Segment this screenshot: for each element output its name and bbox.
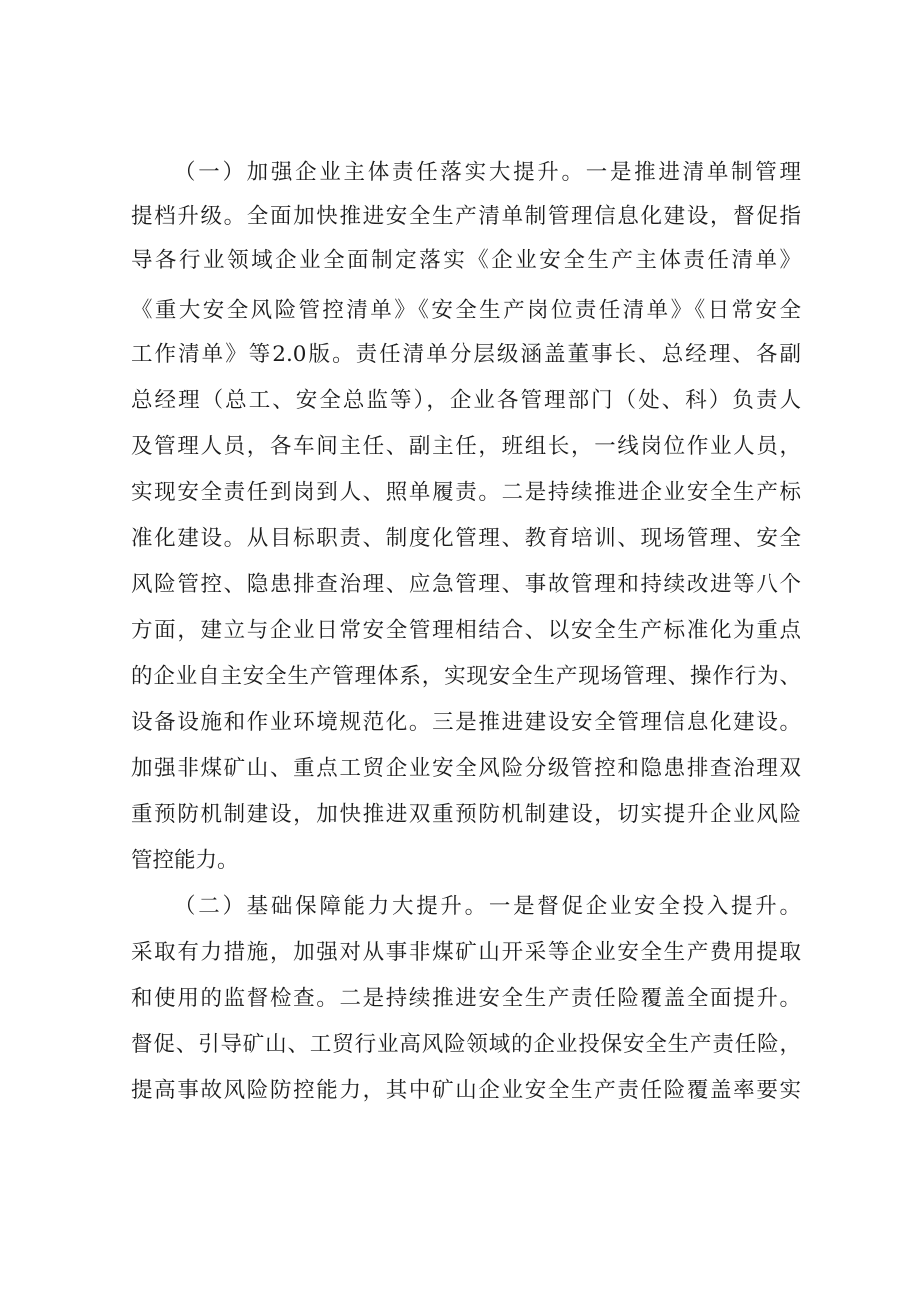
paragraph-line: 总经理（总工、安全总监等），企业各管理部门（处、科）负责人 <box>131 388 801 413</box>
paragraph-line: 督促、引导矿山、工贸行业高风险领域的企业投保安全生产责任险， <box>131 1032 801 1057</box>
paragraph-line: （一）加强企业主体责任落实大提升。一是推进清单制管理 <box>174 160 801 185</box>
paragraph-line: （二）基础保障能力大提升。一是督促企业安全投入提升。 <box>174 894 801 919</box>
paragraph-line: 的企业自主安全生产管理体系，实现安全生产现场管理、操作行为、 <box>131 664 801 689</box>
paragraph-line: 采取有力措施，加强对从事非煤矿山开采等企业安全生产费用提取 <box>131 940 801 965</box>
paragraph-line: 加强非煤矿山、重点工贸企业安全风险分级管控和隐患排查治理双 <box>131 756 801 781</box>
paragraph-line: 实现安全责任到岗到人、照单履责。二是持续推进企业安全生产标 <box>131 480 801 505</box>
paragraph-line: 导各行业领域企业全面制定落实《企业安全生产主体责任清单》 <box>131 248 801 273</box>
paragraph-line: 工作清单》等2.0版。责任清单分层级涵盖董事长、总经理、各副 <box>131 342 801 367</box>
paragraph-line: 提高事故风险防控能力，其中矿山企业安全生产责任险覆盖率要实 <box>131 1078 801 1103</box>
paragraph-line: 准化建设。从目标职责、制度化管理、教育培训、现场管理、安全 <box>131 526 801 551</box>
paragraph-line: 重预防机制建设，加快推进双重预防机制建设，切实提升企业风险 <box>131 802 801 827</box>
paragraph-line: 方面，建立与企业日常安全管理相结合、以安全生产标准化为重点 <box>131 618 801 643</box>
paragraph-line: 管控能力。 <box>131 848 239 873</box>
paragraph-line: 及管理人员，各车间主任、副主任，班组长，一线岗位作业人员， <box>131 434 801 459</box>
paragraph-line: 提档升级。全面加快推进安全生产清单制管理信息化建设，督促指 <box>131 204 801 229</box>
paragraph-line: 《重大安全风险管控清单》《安全生产岗位责任清单》《日常安全 <box>131 298 801 323</box>
paragraph-line: 风险管控、隐患排查治理、应急管理、事故管理和持续改进等八个 <box>131 572 801 597</box>
paragraph-line: 和使用的监督检查。二是持续推进安全生产责任险覆盖全面提升。 <box>131 986 801 1011</box>
paragraph-line: 设备设施和作业环境规范化。三是推进建设安全管理信息化建设。 <box>131 710 801 735</box>
